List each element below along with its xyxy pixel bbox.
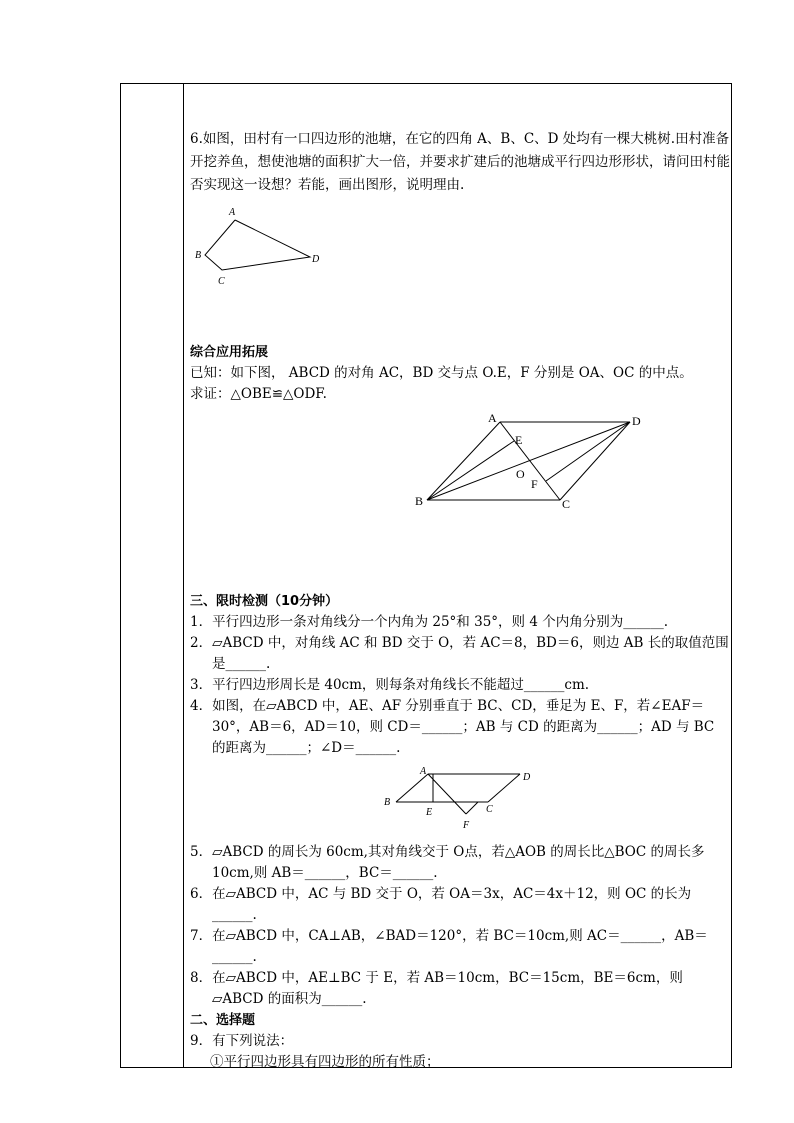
label-d: D: [632, 414, 641, 428]
section-heading-choice: 二、选择题: [190, 1013, 256, 1028]
section-heading-quiz: 三、限时检测（10分钟）: [190, 594, 339, 609]
figure-quadrilateral-abcd: [190, 200, 330, 295]
prove-text: 求证：△OBE≌△ODF.: [190, 386, 327, 402]
label-o: O: [516, 467, 525, 481]
quiz-item-7: 7．在▱ABCD 中，CA⊥AB，∠BAD＝120°，若 BC＝10cm,则 AC＝______，AB＝______.: [190, 928, 708, 965]
section-quiz-continued: [190, 842, 730, 1073]
label-b: B: [415, 494, 424, 508]
table-column-divider: [183, 83, 184, 1068]
section-quiz: [190, 591, 730, 759]
quiz-item-3: 3．平行四边形周长是 40cm，则每条对角线长不能超过______cm.: [190, 677, 590, 693]
label-b: B: [384, 797, 391, 808]
label-f: F: [531, 477, 538, 491]
question-9-statement-1: ①平行四边形具有四边形的所有性质；: [210, 1054, 440, 1070]
figure-parallelogram-diagonals: [405, 410, 655, 515]
label-b: B: [195, 250, 202, 261]
label-f: F: [463, 820, 470, 831]
label-a: A: [488, 411, 497, 425]
quiz-item-2: 2．▱ABCD 中，对角线 AC 和 BD 交于 O，若 AC＝8，BD＝6，则边 AB 长的取值范围是______.: [190, 635, 729, 672]
quiz-item-5: 5．▱ABCD 的周长为 60cm,其对角线交于 O点，若△AOB 的周长比△BOC 的周长多 10cm,则 AB＝______，BC＝______.: [190, 844, 705, 881]
quiz-item-4: 4．如图，在▱ABCD 中，AE、AF 分别垂直于 BC、CD，垂足为 E、F，若∠EAF＝30°，AB＝6，AD＝10，则 CD＝______；AB 与 CD 的距离为______；AD 与 BC 的距离为______；∠D＝______.: [190, 698, 715, 756]
section-extension: [190, 342, 730, 405]
label-d: D: [523, 772, 531, 783]
label-c: C: [218, 276, 225, 287]
quiz-item-8: 8．在▱ABCD 中，AE⊥BC 于 E，若 AB＝10cm，BC＝15cm，BE＝6cm，则▱ABCD 的面积为______.: [190, 970, 683, 1007]
section-heading-extension: 综合应用拓展: [190, 345, 269, 360]
label-a: A: [229, 207, 236, 218]
label-c: C: [562, 497, 571, 511]
label-d: D: [312, 254, 320, 265]
label-c: C: [486, 804, 493, 815]
label-a: A: [420, 766, 427, 777]
question-6: 6.如图，田村有一口四边形的池塘，在它的四角 A、B、C、D 处均有一棵大桃树.田村准备开挖养鱼，想使池塘的面积扩大一倍，并要求扩建后的池塘成平行四边形形状，请问田村能否实现这一设想？若能，画出图形，说明理由.: [190, 131, 730, 193]
given-text: 已知：如下图， ABCD 的对角 AC，BD 交与点 O.E，F 分别是 OA、OC 的中点。: [190, 365, 693, 381]
label-e: E: [426, 807, 433, 818]
label-e: E: [515, 433, 523, 447]
quiz-item-1: 1．平行四边形一条对角线分一个内角为 25°和 35°，则 4 个内角分别为______.: [190, 614, 668, 630]
quiz-item-6: 6．在▱ABCD 中，AC 与 BD 交于 O，若 OA＝3x，AC＝4x＋12，则 OC 的长为______.: [190, 886, 692, 923]
figure-item-4: [378, 764, 548, 836]
question-9: 9．有下列说法：: [190, 1033, 294, 1049]
content-column: [190, 128, 730, 197]
